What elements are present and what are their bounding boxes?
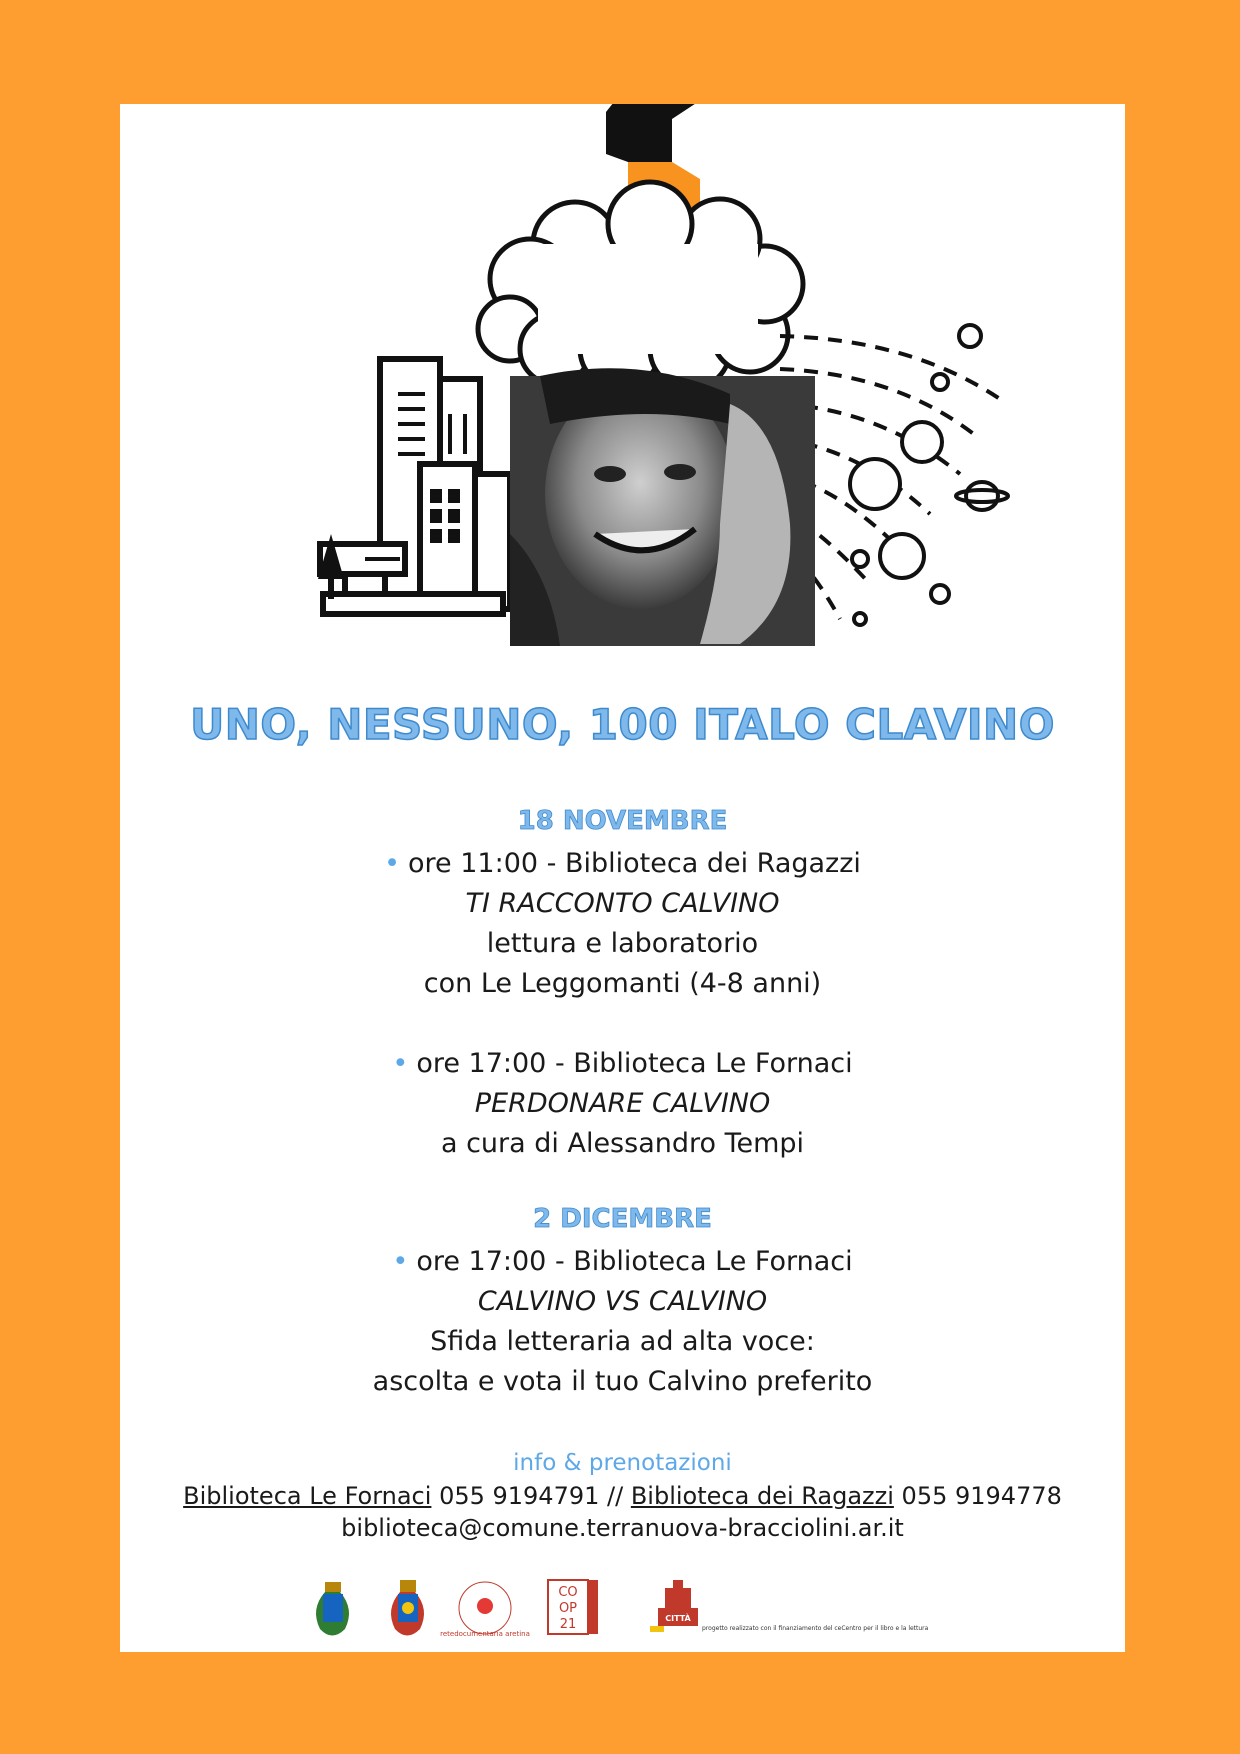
event-title: UNO, NESSUNO, 100 ITALO CLAVINO	[190, 700, 1055, 749]
event-3-time-place-text: ore 17:00 - Biblioteca Le Fornaci	[416, 1246, 853, 1277]
event-1-name: TI RACCONTO CALVINO	[465, 888, 780, 919]
portrait-photo	[510, 368, 815, 646]
library-1-link[interactable]: Biblioteca Le Fornaci	[183, 1482, 432, 1510]
poster-card	[120, 104, 1125, 1652]
event-1-detail-1: lettura e laboratorio	[486, 928, 759, 959]
event-3-time-place	[120, 1246, 1125, 1277]
date-heading-2: 2 DICEMBRE	[533, 1204, 712, 1234]
phone-2: 055 9194778	[901, 1482, 1062, 1510]
separator: //	[607, 1482, 624, 1510]
date-heading-1: 18 NOVEMBRE	[517, 806, 728, 836]
rete-documentaria-logo	[459, 1582, 511, 1634]
coat-of-arms-2-icon	[391, 1580, 424, 1636]
event-1-time-place-text: ore 11:00 - Biblioteca dei Ragazzi	[408, 848, 861, 879]
event-2-time-place	[120, 1048, 1125, 1079]
event-3-detail-2: ascolta e vota il tuo Calvino preferito	[372, 1366, 873, 1397]
city-buildings-icon	[320, 359, 510, 614]
planets-icon	[850, 325, 1008, 625]
coop-text-top: CO	[558, 1585, 578, 1600]
thought-cloud-icon	[478, 182, 803, 389]
logos-svg	[120, 1564, 1125, 1644]
coop-text-mid: OP	[558, 1601, 578, 1616]
coop-text-bottom: 21	[559, 1617, 577, 1632]
phone-1: 055 9194791	[439, 1482, 600, 1510]
sponsor-logos	[120, 1564, 1125, 1644]
event-1-detail-2: con Le Leggomanti (4-8 anni)	[423, 968, 822, 999]
event-2-time-place-text: ore 17:00 - Biblioteca Le Fornaci	[416, 1048, 853, 1079]
event-2-name: PERDONARE CALVINO	[474, 1088, 771, 1119]
bullet-icon: •	[384, 848, 401, 879]
event-3-detail-1: Sfida letteraria ad alta voce:	[430, 1326, 815, 1357]
coat-of-arms-1-icon	[316, 1582, 349, 1636]
funding-credit: progetto realizzato con il finanziamento del ceCentro per il libro e la lettura	[702, 1625, 929, 1632]
citta-logo-text: CITTÀ	[665, 1614, 691, 1623]
calvino-illustration	[220, 104, 1020, 649]
rete-logo-text: retedocumentaria aretina	[440, 1630, 530, 1638]
contact-line	[120, 1482, 1125, 1510]
info-label: info & prenotazioni	[513, 1450, 732, 1476]
event-2-detail-1: a cura di Alessandro Tempi	[440, 1128, 805, 1159]
event-1-time-place	[120, 848, 1125, 879]
library-2-link[interactable]: Biblioteca dei Ragazzi	[630, 1482, 894, 1510]
email-link[interactable]: biblioteca@comune.terranuova-bracciolini.ar.it	[341, 1514, 904, 1542]
bullet-icon: •	[392, 1048, 409, 1079]
event-3-name: CALVINO VS CALVINO	[477, 1286, 768, 1317]
bullet-icon: •	[392, 1246, 409, 1277]
citta-che-legge-logo	[650, 1580, 698, 1632]
